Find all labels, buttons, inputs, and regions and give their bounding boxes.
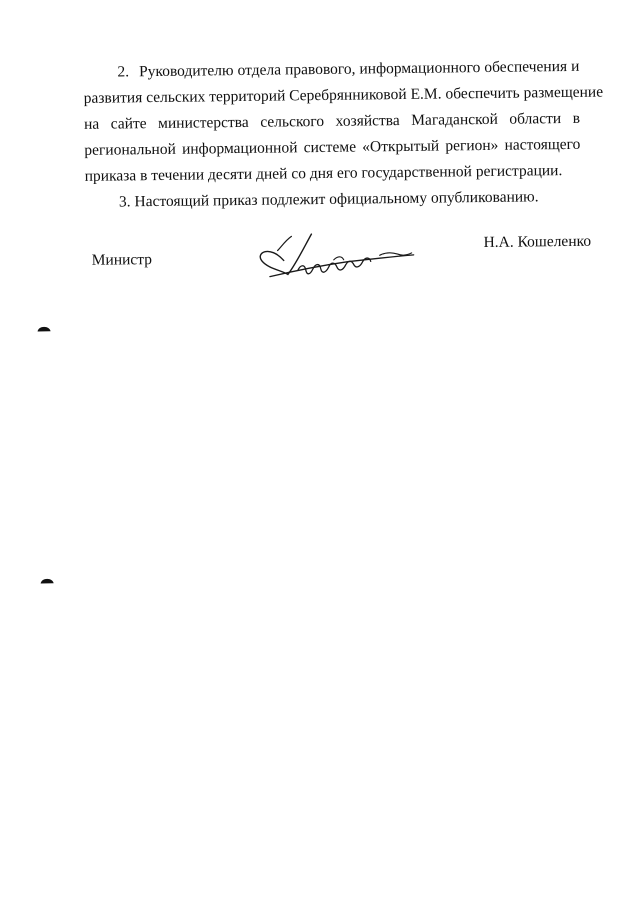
signatory-role: Министр [91,251,153,269]
punch-hole-mark [36,323,51,332]
paragraph-3: 3. Настоящий приказ подлежит официальному опубликованию. [118,188,539,211]
signatory-name: Н.А. Кошеленко [483,232,592,252]
paragraph-2-line-1 [117,57,579,83]
handwritten-signature [247,225,416,287]
paragraph-2-line-4: региональной информационной системе «Открытый регион» настоящего [84,135,581,159]
punch-hole-mark [40,575,55,584]
paragraph-2-line-1-text: Руководителю отдела правового, информационного обеспечения и [138,57,580,81]
paragraph-2-line-5: приказа в течении десяти дней со дня его государственной регистрации. [84,162,563,185]
paragraph-2-line-2: развития сельских территорий Серебрянниковой Е.М. обеспечить размещение [83,83,604,107]
paragraph-2-line-3: на сайте министерства сельского хозяйства Магаданской области в [83,109,581,133]
paragraph-2-number: 2. [117,63,130,81]
